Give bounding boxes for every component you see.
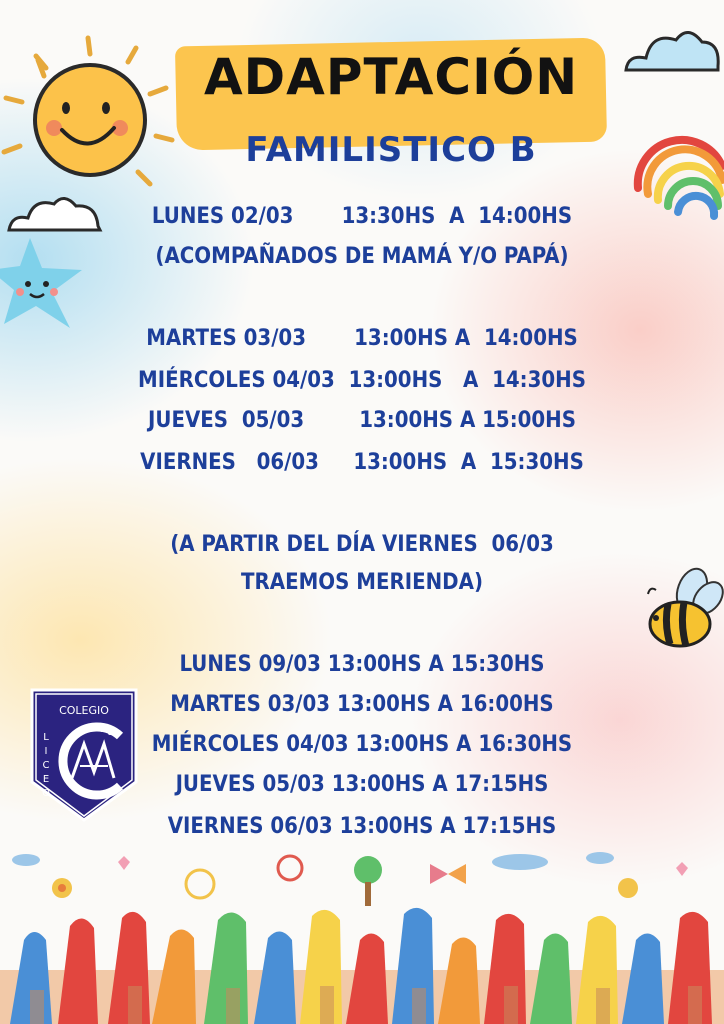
note-line: (A PARTIR DEL DÍA VIERNES 06/03: [170, 532, 554, 557]
sun-icon: [0, 28, 190, 208]
colorful-hands-illustration: [0, 900, 724, 1024]
schedule-line: JUEVES 05/03 13:00HS A 17:15HS: [175, 772, 549, 797]
schedule-line: MIÉRCOLES 04/03 13:00HS A 16:30HS: [151, 732, 573, 757]
logo-top-text: COLEGIO: [59, 704, 109, 717]
schedule-line: JUEVES 05/03 13:00HS A 15:00HS: [148, 408, 576, 433]
schedule-line: VIERNES 06/03 13:00HS A 17:15HS: [167, 814, 557, 839]
note-line: TRAEMOS MERIENDA): [241, 570, 483, 595]
schedule-line: MARTES 03/03 13:00HS A 16:00HS: [170, 692, 554, 717]
page-subtitle: FAMILISTICO B: [245, 130, 537, 170]
page-title: ADAPTACIÓN: [203, 48, 579, 106]
schedule-line: MIÉRCOLES 04/03 13:00HS A 14:30HS: [138, 368, 586, 393]
svg-text:I: I: [44, 746, 48, 757]
schedule-line: (ACOMPAÑADOS DE MAMÁ Y/O PAPÁ): [155, 244, 569, 269]
school-crest-icon: [28, 686, 140, 824]
schedule-line: MARTES 03/03 13:00HS A 14:00HS: [146, 326, 578, 351]
cloud-icon: [622, 20, 722, 80]
schedule-line: LUNES 02/03 13:30HS A 14:00HS: [151, 204, 573, 229]
schedule-line: LUNES 09/03 13:00HS A 15:30HS: [179, 652, 545, 677]
svg-text:E: E: [42, 774, 50, 785]
svg-text:O: O: [42, 788, 50, 799]
schedule-line: VIERNES 06/03 13:00HS A 15:30HS: [140, 450, 584, 475]
svg-text:C: C: [42, 760, 50, 771]
svg-text:L: L: [43, 732, 49, 743]
